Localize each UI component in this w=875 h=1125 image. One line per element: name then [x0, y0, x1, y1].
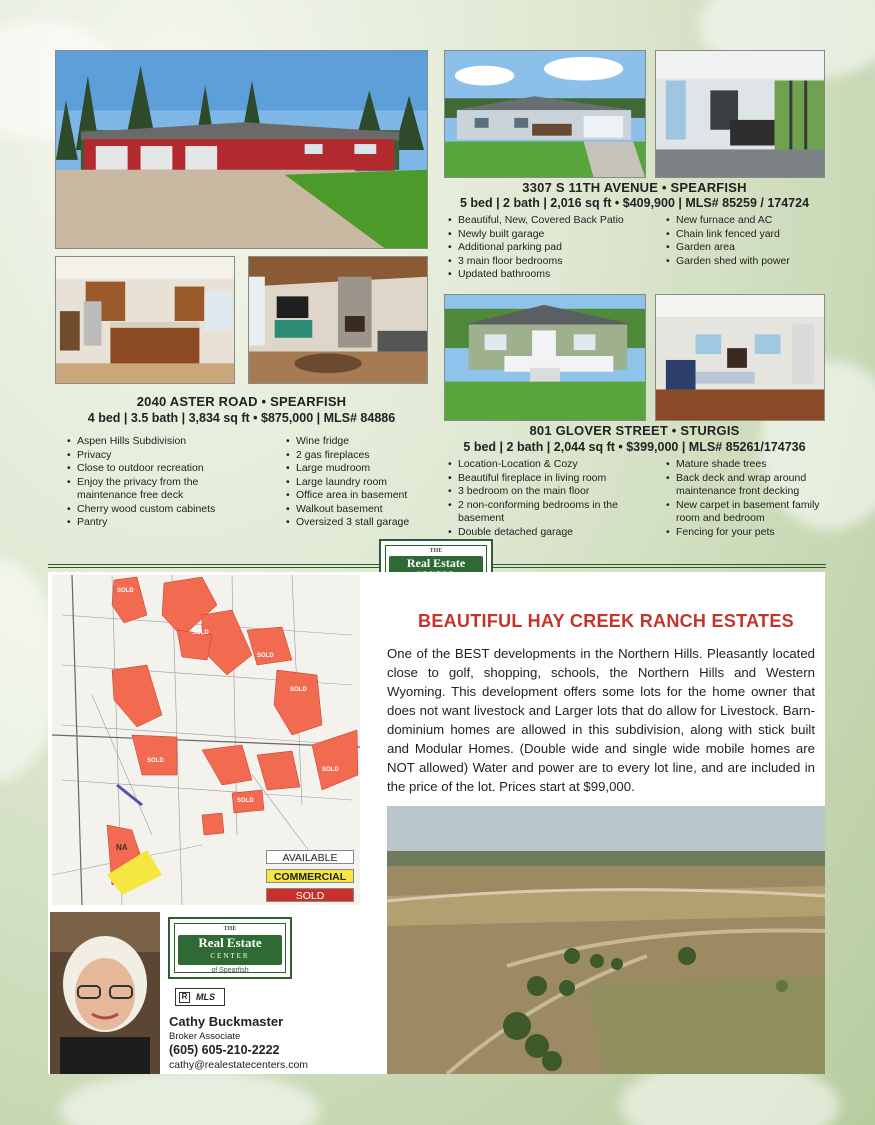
realtor-mls-badge [175, 988, 225, 1006]
photo-glover-exterior [444, 294, 646, 421]
map-sold-label: SOLD [117, 588, 134, 594]
property2-features-right [666, 214, 826, 268]
ranch-heading: BEAUTIFUL HAY CREEK RANCH ESTATES [418, 611, 794, 631]
realtor-icon: R [179, 992, 190, 1003]
property1-features-left [67, 435, 242, 530]
list-item: • Close to outdoor recreation [67, 462, 242, 476]
legend-commercial: COMMERCIAL [266, 869, 354, 883]
list-item: • Back deck and wrap around maintenance front decking [666, 472, 826, 499]
photo-aster-exterior [55, 50, 428, 249]
logo-the: THE [223, 926, 237, 932]
agent-name: Cathy Buckmaster [169, 1014, 284, 1029]
list-item: • Beautiful fireplace in living room [448, 472, 648, 486]
photo-ranch-aerial [387, 806, 825, 1074]
list-item: • Privacy [67, 449, 242, 463]
list-item: • Enjoy the privacy from the maintenance free deck [67, 476, 242, 503]
list-item: • Fencing for your pets [666, 526, 826, 540]
photo-11th-exterior [444, 50, 646, 178]
list-item: • Large laundry room [286, 476, 426, 490]
photo-aster-living [248, 256, 428, 384]
photo-glover-living [655, 294, 825, 421]
list-item: • Pantry [67, 516, 242, 530]
logo-the: THE [429, 548, 443, 554]
list-item: • Office area in basement [286, 489, 426, 503]
property1-features-right [286, 435, 426, 530]
map-na-label: NA [116, 843, 128, 852]
list-item: • New carpet in basement family room and bedroom [666, 499, 826, 526]
map-sold-label: SOLD [290, 687, 307, 693]
list-item: • 3 main floor bedrooms [448, 255, 658, 269]
property3-features-right [666, 458, 826, 539]
property3-summary: 5 bed | 2 bath | 2,044 sq ft • $399,000 | MLS# 85261/174736 [463, 440, 806, 454]
list-item: • Walkout basement [286, 503, 426, 517]
list-item: • 2 gas fireplaces [286, 449, 426, 463]
logo-line2: CENTER [210, 952, 250, 960]
photo-aster-kitchen [55, 256, 235, 384]
list-item: • 3 bedroom on the main floor [448, 485, 648, 499]
map-sold-label: SOLD [237, 798, 254, 804]
logo-line3: of Spearfish [211, 967, 249, 974]
list-item: • Mature shade trees [666, 458, 826, 472]
list-item: • Beautiful, New, Covered Back Patio [448, 214, 658, 228]
property1-summary: 4 bed | 3.5 bath | 3,834 sq ft • $875,000 | MLS# 84886 [87, 411, 396, 425]
property3-features-left [448, 458, 648, 539]
property2-summary: 5 bed | 2 bath | 2,016 sq ft • $409,900 | MLS# 85259 / 174724 [459, 196, 810, 210]
legend-sold: SOLD [266, 888, 354, 902]
photo-11th-patio [655, 50, 825, 178]
map-sold-label: SOLD [257, 653, 274, 659]
list-item: • Additional parking pad [448, 241, 658, 255]
list-item: • New furnace and AC [666, 214, 826, 228]
logo-line1: Real Estate [198, 935, 262, 950]
list-item: • Chain link fenced yard [666, 228, 826, 242]
property2-title: 3307 S 11TH AVENUE • SPEARFISH [522, 180, 747, 195]
property3-title: 801 GLOVER STREET • STURGIS [529, 423, 740, 438]
list-item: • Garden shed with power [666, 255, 826, 269]
map-sold-label: SOLD [192, 630, 209, 636]
property2-features-left [448, 214, 658, 282]
map-sold-label: SOLD [322, 767, 339, 773]
ranch-description: One of the BEST developments in the Northern Hills. Pleasantly located close to golf, shopping, schools, the Northern Hills and Western Wyoming. This development offers some lots for the home owner that does not want livestock and Larger lots that do allow for Livestock. Barn-dominium homes are allowed in this subdivision, along with stick built and Modular Homes. (Double wide and single wide mobile homes are NOT allowed) Water and power are to every lot line, and are included in the price of the lot. Prices start at $99,000. [387, 646, 815, 794]
agent-portrait [50, 912, 160, 1074]
list-item: • Oversized 3 stall garage [286, 516, 426, 530]
brand-logo-agent [168, 917, 292, 979]
logo-line1: Real Estate [406, 556, 466, 570]
list-item: • Wine fridge [286, 435, 426, 449]
list-item: • 2 non-conforming bedrooms in the basement [448, 499, 648, 526]
list-item: • Large mudroom [286, 462, 426, 476]
list-item: • Aspen Hills Subdivision [67, 435, 242, 449]
list-item: • Newly built garage [448, 228, 658, 242]
map-sold-label: SOLD [147, 758, 164, 764]
list-item: • Location-Location & Cozy [448, 458, 648, 472]
list-item: • Double detached garage [448, 526, 648, 540]
mls-badge-text: MLS [196, 992, 215, 1002]
agent-phone[interactable]: (605) 605-210-2222 [169, 1043, 280, 1057]
property1-title: 2040 ASTER ROAD • SPEARFISH [136, 394, 347, 409]
agent-email[interactable]: cathy@realestatecenters.com [169, 1059, 309, 1071]
list-item: • Garden area [666, 241, 826, 255]
list-item: • Cherry wood custom cabinets [67, 503, 242, 517]
legend-available: AVAILABLE [266, 850, 354, 864]
list-item: • Updated bathrooms [448, 268, 658, 282]
agent-role: Broker Associate [169, 1031, 241, 1042]
